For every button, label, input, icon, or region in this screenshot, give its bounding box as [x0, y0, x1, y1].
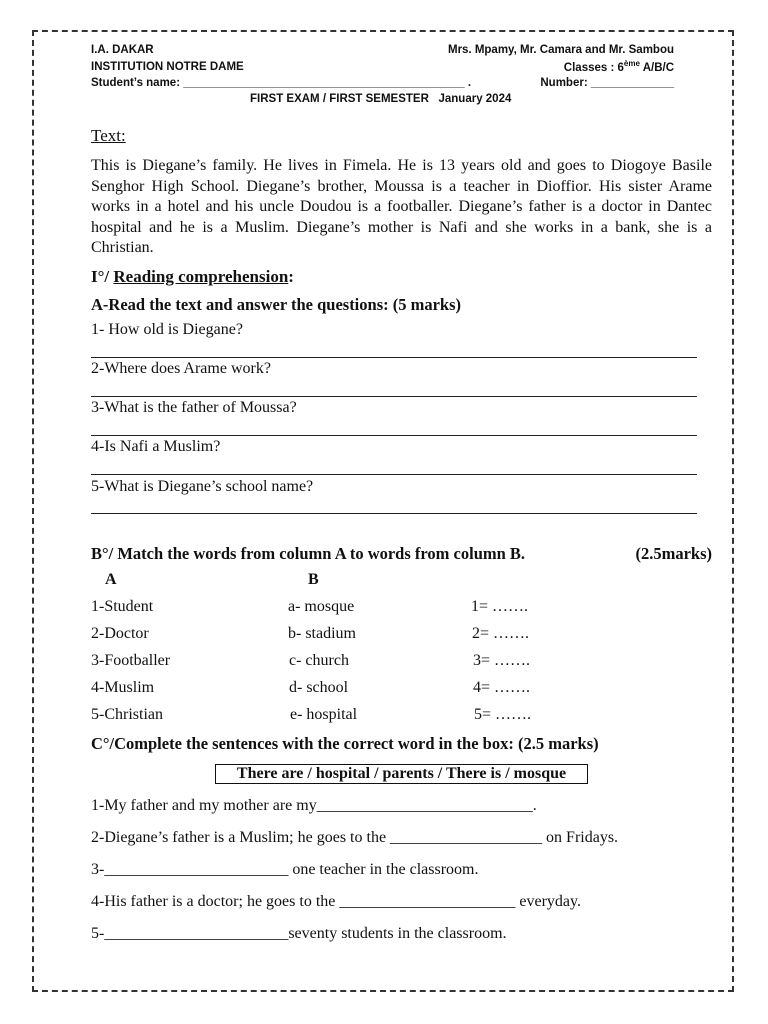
- fill-sentence-2: 2-Diegane’s father is a Muslim; he goes to the ___________________ on Fridays.: [91, 829, 619, 846]
- col-b-item: a- mosque: [288, 598, 355, 615]
- column-a-header: A: [105, 571, 117, 588]
- answer-line-2: [91, 396, 697, 397]
- question-4: 4-Is Nafi a Muslim?: [91, 438, 221, 455]
- part-b-marks: (2.5marks): [635, 544, 712, 563]
- match-answer: 3= …….: [473, 652, 531, 669]
- classes-suffix: A/B/C: [639, 61, 674, 74]
- question-3: 3-What is the father of Moussa?: [91, 399, 297, 416]
- question-1: 1- How old is Diegane?: [91, 321, 243, 338]
- text-label: Text:: [91, 126, 126, 145]
- section-number: I°/: [91, 267, 114, 286]
- question-5: 5-What is Diegane’s school name?: [91, 478, 314, 495]
- section-heading: [91, 267, 294, 287]
- col-a-item: 2-Doctor: [91, 625, 149, 642]
- fill-sentence-3: 3-_______________________ one teacher in the classroom.: [91, 861, 479, 878]
- col-a-item: 1-Student: [91, 598, 154, 615]
- institution-name: INSTITUTION NOTRE DAME: [91, 61, 244, 73]
- classes-superscript: ème: [623, 59, 640, 68]
- part-c-instruction: C°/Complete the sentences with the correct word in the box: (2.5 marks): [91, 734, 599, 753]
- match-answer: 1= …….: [471, 598, 529, 615]
- fill-sentence-1: 1-My father and my mother are my___________________________.: [91, 797, 537, 814]
- answer-line-4: [91, 474, 697, 475]
- answer-line-5: [91, 513, 697, 514]
- word-box: There are / hospital / parents / There is / mosque: [215, 764, 588, 784]
- fill-sentence-5: 5-_______________________seventy students in the classroom.: [91, 925, 507, 942]
- student-number-field: Number: _____________: [540, 77, 674, 89]
- classes-prefix: Classes : 6: [563, 61, 624, 74]
- student-name-field: Student’s name: ____________________________________________ .: [91, 77, 472, 89]
- section-colon: :: [288, 267, 294, 286]
- match-answer: 5= …….: [474, 706, 532, 723]
- classes-label: [564, 59, 674, 74]
- question-2: 2-Where does Arame work?: [91, 360, 271, 377]
- col-b-item: d- school: [289, 679, 349, 696]
- col-a-item: 3-Footballer: [91, 652, 171, 669]
- col-b-item: e- hospital: [290, 706, 358, 723]
- answer-line-3: [91, 435, 697, 436]
- col-a-item: 5-Christian: [91, 706, 163, 723]
- exam-title: FIRST EXAM / FIRST SEMESTER January 2024: [250, 93, 512, 105]
- answer-line-1: [91, 357, 697, 358]
- school-name: I.A. DAKAR: [91, 44, 154, 56]
- teachers-names: Mrs. Mpamy, Mr. Camara and Mr. Sambou: [447, 44, 674, 56]
- col-b-item: b- stadium: [288, 625, 356, 642]
- fill-sentence-4: 4-His father is a doctor; he goes to the ______________________ everyday.: [91, 893, 581, 910]
- match-answer: 4= …….: [473, 679, 531, 696]
- section-title: Reading comprehension: [113, 267, 289, 286]
- match-answer: 2= …….: [472, 625, 530, 642]
- part-a-instruction: A-Read the text and answer the questions: (5 marks): [91, 295, 462, 314]
- col-a-item: 4-Muslim: [91, 679, 155, 696]
- part-b-instruction: B°/ Match the words from column A to words from column B.: [91, 544, 526, 563]
- column-b-header: B: [308, 571, 319, 588]
- col-b-item: c- church: [289, 652, 349, 669]
- reading-passage: This is Diegane’s family. He lives in Fimela. He is 13 years old and goes to Diogoye Basile Senghor High School. Diegane’s brother, Moussa is a teacher in Dioffior. His sister Arame works in a hotel and his uncle Doudou is a footballer. Diegane’s father is a doctor in Dantec hospital and he is a Muslim. Diegane’s mother is Nafi and she works in a bank, she is a Christian.: [91, 157, 712, 256]
